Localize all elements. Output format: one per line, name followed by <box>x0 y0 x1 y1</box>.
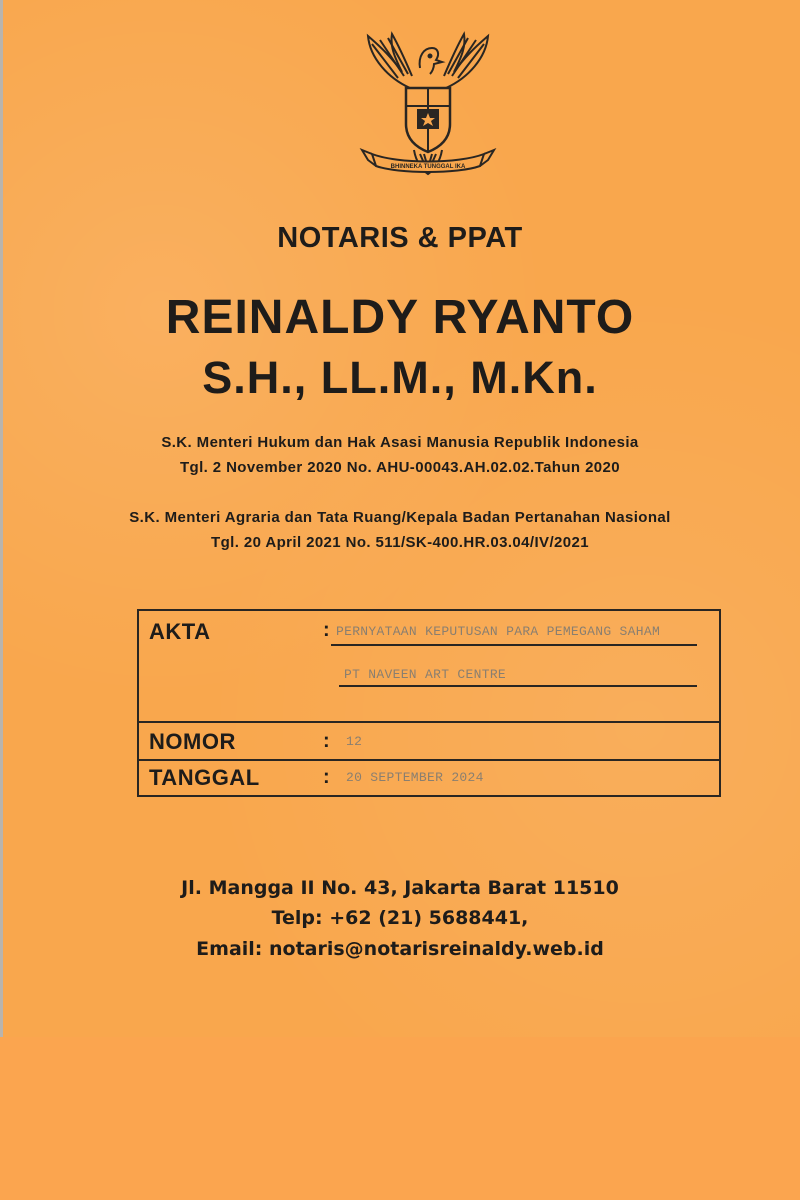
office-title: NOTARIS & PPAT <box>277 222 523 254</box>
underline <box>331 644 697 646</box>
decree-block-law <box>0 430 800 480</box>
office-email: Email: notaris@notarisreinaldy.web.id <box>196 938 604 960</box>
office-address: Jl. Mangga II No. 43, Jakarta Barat 11510 <box>181 877 619 899</box>
nomor-value: 12 <box>346 734 363 749</box>
deed-row-nomor <box>139 723 719 761</box>
tanggal-label: TANGGAL <box>149 765 260 790</box>
deed-info-table <box>137 609 721 797</box>
akta-title-value: PERNYATAAN KEPUTUSAN PARA PEMEGANG SAHAM <box>336 624 661 639</box>
tanggal-value: 20 SEPTEMBER 2024 <box>346 770 484 785</box>
nomor-colon: : <box>323 730 330 752</box>
garuda-emblem-icon <box>358 28 498 186</box>
nomor-label: NOMOR <box>149 729 236 754</box>
akta-colon: : <box>323 619 330 641</box>
emblem-motto: BHINNEKA TUNGGAL IKA <box>390 164 466 170</box>
deed-row-akta <box>139 611 719 723</box>
deed-row-tanggal <box>139 761 719 795</box>
notary-name: REINALDY RYANTO <box>165 291 635 344</box>
office-phone: Telp: +62 (21) 5688441, <box>271 907 529 929</box>
notary-degrees: S.H., LL.M., M.Kn. <box>202 352 598 403</box>
decree-block-land <box>0 505 800 555</box>
decree-reference: Tgl. 2 November 2020 No. AHU-00043.AH.02.02.Tahun 2020 <box>179 459 621 476</box>
underline <box>339 685 697 687</box>
akta-company-value: PT NAVEEN ART CENTRE <box>344 667 507 682</box>
decree-reference: Tgl. 20 April 2021 No. 511/SK-400.HR.03.04/IV/2021 <box>211 534 589 551</box>
decree-title: S.K. Menteri Agraria dan Tata Ruang/Kepala Badan Pertanahan Nasional <box>129 509 671 526</box>
decree-title: S.K. Menteri Hukum dan Hak Asasi Manusia Republik Indonesia <box>161 434 639 451</box>
tanggal-colon: : <box>323 766 330 788</box>
akta-label: AKTA <box>149 619 211 644</box>
